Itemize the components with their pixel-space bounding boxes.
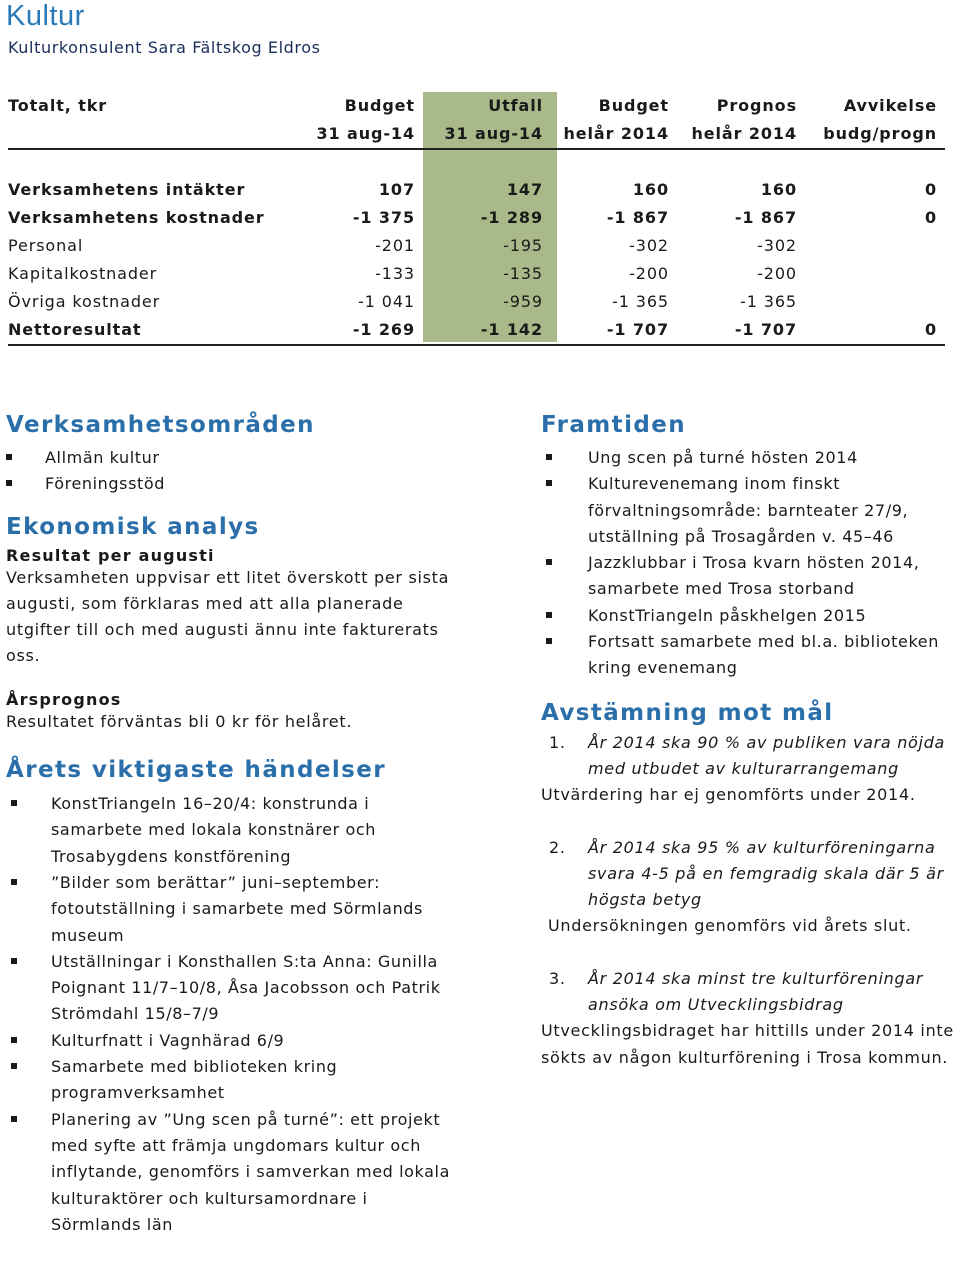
list-item [6, 471, 486, 497]
list-item-line: ”Bilder som berättar” juni–september: [51, 872, 381, 892]
header-cell: Utfall [488, 96, 543, 115]
list-item-line: samarbete med lokala konstnärer och [51, 820, 376, 840]
table-cell: -302 [629, 236, 669, 255]
goal-text: År 2014 ska 90 % av publiken vara nöjda [588, 732, 946, 752]
goal-result: Utvärdering har ej genomförts under 2014. [541, 785, 916, 805]
list-item-line: kulturaktörer och kultursamordnare i [51, 1188, 368, 1208]
table-cell: -1 365 [740, 292, 797, 311]
list-item-line: Trosabygdens konstförening [51, 846, 292, 866]
table-cell: -1 375 [352, 208, 415, 227]
header-cell: Totalt, tkr [8, 96, 108, 115]
goal-text: År 2014 ska minst tre kulturföreningar [588, 968, 924, 988]
right-column [541, 412, 959, 1071]
bullet-icon [546, 559, 552, 565]
list-item-line: kring evenemang [588, 658, 738, 678]
header-cell: helår 2014 [691, 124, 797, 143]
table-cell: -1 867 [606, 208, 669, 227]
resultat-heading: Resultat per augusti [6, 545, 215, 565]
row-label: Personal [8, 236, 84, 255]
bullet-icon [546, 480, 552, 486]
bottom-divider [8, 344, 945, 346]
bullet-icon [11, 1116, 17, 1122]
list-item-line: KonstTriangeln påskhelgen 2015 [588, 605, 867, 625]
header-cell: 31 aug-14 [316, 124, 415, 143]
list-item-line: Sörmlands län [51, 1214, 173, 1234]
list-item-line: fotoutställning i samarbete med Sörmlands [51, 899, 423, 919]
table-row [8, 204, 945, 232]
header-cell: Prognos [716, 96, 797, 115]
list-item-line: Strömdahl 15/8–7/9 [51, 1004, 220, 1024]
table-row [8, 232, 945, 260]
table-header-row-2 [8, 120, 945, 148]
list-item-line: förvaltningsområde: barnteater 27/9, [588, 500, 909, 520]
list-item-line: Föreningsstöd [45, 474, 166, 494]
table-cell: 160 [632, 180, 669, 199]
row-label: Övriga kostnader [8, 292, 161, 311]
goal-number: 1. [549, 732, 566, 752]
financial-table [8, 92, 945, 346]
row-label: Verksamhetens kostnader [8, 208, 265, 227]
table-cell: 107 [378, 180, 415, 199]
list-item-line: Samarbete med biblioteken kring [51, 1057, 338, 1077]
verksamhet-list [6, 445, 486, 498]
table-cell: -135 [503, 264, 543, 283]
goal-item [541, 966, 959, 1071]
header-cell: helår 2014 [563, 124, 669, 143]
goal-text: svara 4-5 på en femgradig skala där 5 är [588, 863, 944, 883]
handelser-heading: Årets viktigaste händelser [6, 757, 387, 784]
header-cell: 31 aug-14 [444, 124, 543, 143]
table-cell: 147 [506, 180, 543, 199]
list-item [541, 445, 959, 471]
list-item-line: med syfte att främja ungdomars kultur och [51, 1135, 421, 1155]
bullet-icon [546, 638, 552, 644]
list-item-line: Fortsatt samarbete med bl.a. biblioteken [588, 632, 939, 652]
text-line: utgifter till och med augusti ännu inte fakturerats [6, 620, 439, 640]
table-cell: -959 [503, 292, 543, 311]
list-item [541, 629, 959, 682]
analys-heading: Ekonomisk analys [6, 513, 260, 540]
table-cell: 0 [924, 180, 937, 199]
list-item [6, 1107, 486, 1238]
text-line: oss. [6, 646, 41, 666]
table-cell: -1 867 [734, 208, 797, 227]
table-cell: -1 269 [352, 320, 415, 339]
verksamhet-heading: Verksamhetsområden [6, 412, 315, 438]
page-subtitle: Kulturkonsulent Sara Fältskog Eldros [8, 38, 321, 57]
table-row [8, 260, 945, 288]
bullet-icon [6, 480, 12, 486]
list-item-line: Utställningar i Konsthallen S:ta Anna: Gunilla [51, 951, 438, 971]
table-cell: 160 [760, 180, 797, 199]
list-item [541, 550, 959, 603]
header-cell: Avvikelse [843, 96, 937, 115]
header-divider [8, 148, 945, 150]
goal-result: sökts av någon kulturförening i Trosa kommun. [541, 1047, 949, 1067]
table-cell: -1 041 [358, 292, 415, 311]
bullet-icon [11, 800, 17, 806]
goal-item [541, 835, 959, 940]
text-line: augusti, som förklaras med att alla planerade [6, 593, 404, 613]
header-cell: Budget [344, 96, 415, 115]
table-cell: -200 [629, 264, 669, 283]
list-item [6, 949, 486, 1028]
bullet-icon [546, 454, 552, 460]
bullet-icon [11, 958, 17, 964]
goal-text: År 2014 ska 95 % av kulturföreningarna [588, 837, 936, 857]
list-item-line: Planering av ”Ung scen på turné”: ett projekt [51, 1109, 441, 1129]
table-cell: -201 [375, 236, 415, 255]
row-label: Nettoresultat [8, 320, 142, 339]
text-line: Verksamheten uppvisar ett litet överskott per sista [6, 567, 450, 587]
table-cell: -1 365 [612, 292, 669, 311]
goal-text: högsta betyg [588, 890, 702, 910]
list-item [6, 870, 486, 949]
list-item-line: Ung scen på turné hösten 2014 [588, 448, 858, 467]
header-cell: Budget [598, 96, 669, 115]
table-cell: -1 707 [606, 320, 669, 339]
list-item-line: utställning på Trosagården v. 45–46 [588, 526, 894, 546]
table-row [8, 176, 945, 204]
table-cell: -195 [503, 236, 543, 255]
table-cell: -133 [375, 264, 415, 283]
table-cell: 0 [924, 320, 937, 339]
table-header-row-1 [8, 92, 945, 120]
bullet-icon [11, 879, 17, 885]
goal-text: ansöka om Utvecklingsbidrag [588, 995, 844, 1015]
list-item [6, 791, 486, 870]
row-label: Verksamhetens intäkter [8, 180, 246, 199]
table-cell: -302 [757, 236, 797, 255]
goal-number: 3. [549, 968, 566, 988]
framtiden-heading: Framtiden [541, 412, 686, 438]
goal-number: 2. [549, 837, 566, 857]
goal-item [541, 730, 959, 809]
table-cell: 0 [924, 208, 937, 227]
bullet-icon [546, 612, 552, 618]
list-item [6, 445, 486, 471]
table-cell: -200 [757, 264, 797, 283]
list-item-line: Kulturfnatt i Vagnhärad 6/9 [51, 1030, 285, 1050]
list-item-line: Allmän kultur [45, 448, 160, 467]
bullet-icon [11, 1063, 17, 1069]
resultat-text [6, 565, 486, 670]
handelser-list [6, 791, 486, 1238]
table-row [8, 288, 945, 316]
list-item [541, 471, 959, 550]
left-column [6, 412, 486, 1238]
header-cell: budg/progn [823, 124, 937, 143]
goals-list [541, 730, 959, 1071]
list-item-line: KonstTriangeln 16–20/4: konstrunda i [51, 794, 370, 814]
prognos-text: Resultatet förväntas bli 0 kr för helåret. [6, 711, 353, 731]
table-cell: -1 142 [480, 320, 543, 339]
list-item [6, 1028, 486, 1054]
list-item-line: Kulturevenemang inom finskt [588, 474, 841, 494]
table-cell: -1 707 [734, 320, 797, 339]
list-item-line: museum [51, 925, 125, 945]
list-item-line: Poignant 11/7–10/8, Åsa Jacobsson och Patrik [51, 978, 441, 998]
list-item [6, 1054, 486, 1107]
goal-result: Utvecklingsbidraget har hittills under 2014 inte [541, 1021, 954, 1041]
framtiden-list [541, 445, 959, 682]
table-body [8, 176, 945, 344]
bullet-icon [6, 454, 12, 460]
bullet-icon [11, 1037, 17, 1043]
prognos-heading: Årsprognos [6, 689, 122, 709]
page-title: Kultur [6, 0, 85, 32]
list-item-line: samarbete med Trosa storband [588, 579, 855, 599]
goal-result: Undersökningen genomförs vid årets slut. [548, 916, 912, 936]
avstamning-heading: Avstämning mot mål [541, 699, 834, 726]
list-item-line: inflytande, genomförs i samverkan med lokala [51, 1162, 450, 1182]
table-row [8, 316, 945, 344]
list-item-line: programverksamhet [51, 1083, 225, 1103]
row-label: Kapitalkostnader [8, 264, 158, 283]
goal-text: med utbudet av kulturarrangemang [588, 758, 899, 778]
table-cell: -1 289 [480, 208, 543, 227]
list-item-line: Jazzklubbar i Trosa kvarn hösten 2014, [588, 553, 920, 573]
list-item [541, 603, 959, 629]
